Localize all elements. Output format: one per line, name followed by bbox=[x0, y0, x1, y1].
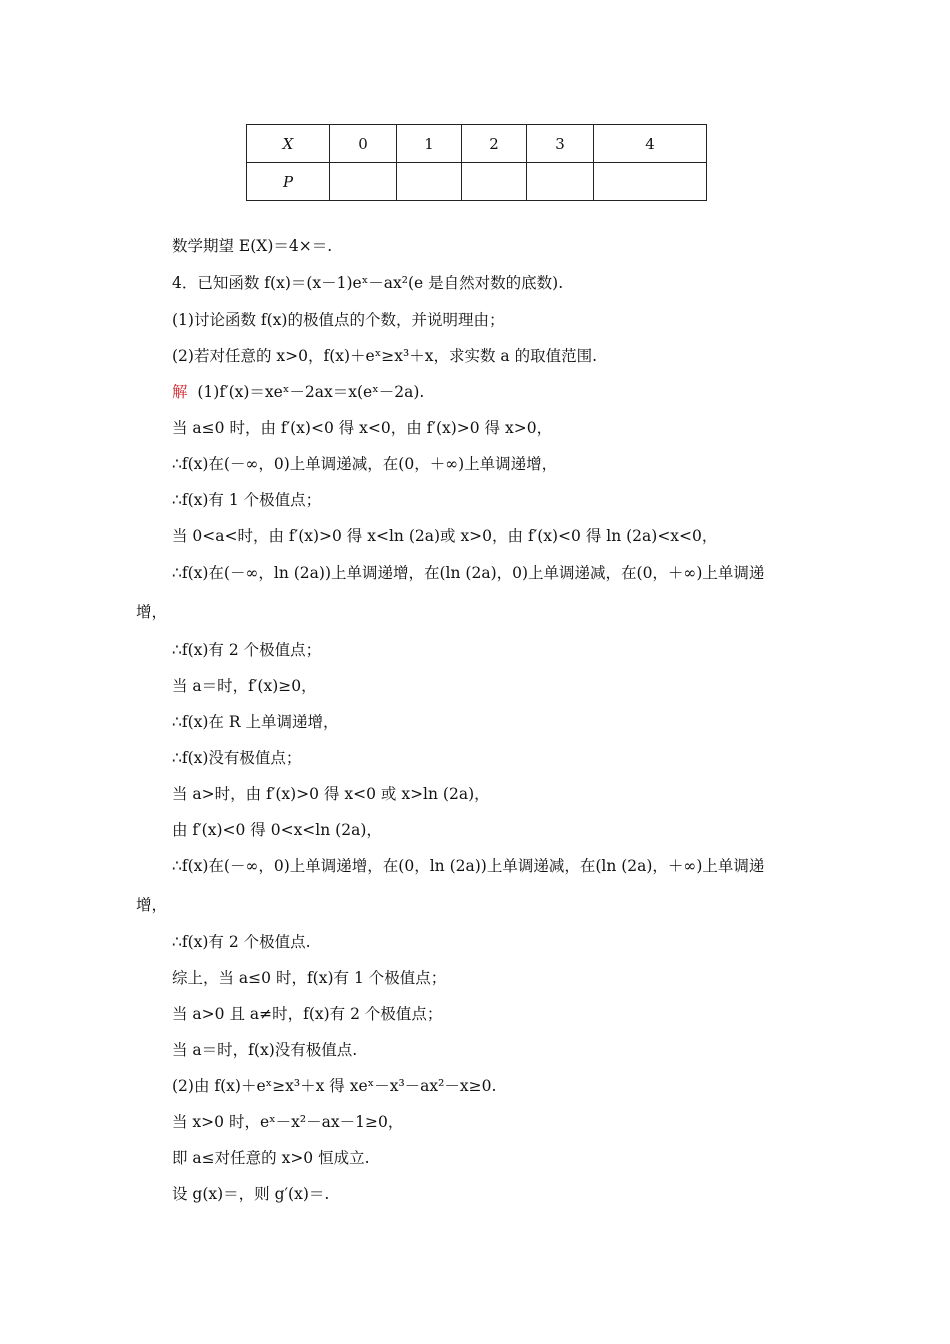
table-cell: 4 bbox=[594, 125, 707, 163]
text-line: 当 a≤0 时，由 f′(x)<0 得 x<0，由 f′(x)>0 得 x>0， bbox=[172, 419, 553, 437]
text-line: ∴f(x)有 1 个极值点； bbox=[172, 491, 322, 509]
table-cell: X bbox=[247, 125, 330, 163]
text-line: 综上，当 a≤0 时，f(x)有 1 个极值点； bbox=[172, 969, 447, 987]
text-line: ∴f(x)有 2 个极值点. bbox=[172, 933, 311, 951]
solution-line bbox=[172, 382, 424, 402]
problem-4-part-1: (1)讨论函数 f(x)的极值点的个数，并说明理由； bbox=[172, 311, 505, 329]
text-line: 增， bbox=[136, 896, 168, 914]
text-line: 由 f′(x)<0 得 0<x<ln (2a)， bbox=[172, 821, 382, 839]
table-cell: 3 bbox=[527, 125, 594, 163]
table-cell bbox=[527, 163, 594, 201]
text-line: ∴f(x)有 2 个极值点； bbox=[172, 641, 322, 659]
text-line: ∴f(x)在(－∞，ln (2a))上单调递增，在(ln (2a)，0)上单调递减，在(0，＋∞)上单调递 bbox=[172, 564, 765, 582]
text-line: ∴f(x)在(－∞，0)上单调递增，在(0，ln (2a))上单调递减，在(ln (2a)，＋∞)上单调递 bbox=[172, 857, 765, 875]
text-line: 增， bbox=[136, 603, 168, 621]
table-cell: 0 bbox=[330, 125, 397, 163]
text-line: 当 a>0 且 a≠时，f(x)有 2 个极值点； bbox=[172, 1005, 443, 1023]
problem-4-part-2: (2)若对任意的 x>0，f(x)＋eˣ≥x³＋x，求实数 a 的取值范围. bbox=[172, 347, 597, 365]
text-line: ∴f(x)没有极值点； bbox=[172, 749, 302, 767]
text-line: 当 x>0 时，eˣ－x²－ax－1≥0， bbox=[172, 1113, 404, 1131]
text-line: 当 a＝时，f′(x)≥0， bbox=[172, 677, 317, 695]
expectation-line: 数学期望 E(X)＝4×＝. bbox=[172, 237, 333, 255]
text-line: 即 a≤对任意的 x>0 恒成立. bbox=[172, 1149, 370, 1167]
table-cell: 1 bbox=[397, 125, 462, 163]
text-line: ∴f(x)在(－∞，0)上单调递减，在(0，＋∞)上单调递增， bbox=[172, 455, 558, 473]
solution-text: (1)f′(x)＝xeˣ－2ax＝x(eˣ－2a). bbox=[197, 383, 425, 401]
text-line: 设 g(x)＝，则 g′(x)＝. bbox=[172, 1185, 330, 1203]
text-line: 当 a＝时，f(x)没有极值点. bbox=[172, 1041, 358, 1059]
text-line: 当 a>时，由 f′(x)>0 得 x<0 或 x>ln (2a)， bbox=[172, 785, 490, 803]
table-cell bbox=[397, 163, 462, 201]
text-line: 当 0<a<时，由 f′(x)>0 得 x<ln (2a)或 x>0，由 f′(x)<0 得 ln (2a)<x<0， bbox=[172, 527, 718, 545]
distribution-table bbox=[246, 124, 707, 201]
table-cell: 2 bbox=[462, 125, 527, 163]
solution-label: 解 bbox=[172, 383, 188, 401]
table-cell: P bbox=[247, 163, 330, 201]
table-row bbox=[247, 163, 707, 201]
table-row bbox=[247, 125, 707, 163]
text-line: (2)由 f(x)＋eˣ≥x³＋x 得 xeˣ－x³－ax²－x≥0. bbox=[172, 1077, 497, 1095]
table-cell bbox=[594, 163, 707, 201]
text-line: ∴f(x)在 R 上单调递增， bbox=[172, 713, 339, 731]
table-cell bbox=[330, 163, 397, 201]
problem-4-statement: 4．已知函数 f(x)＝(x－1)eˣ－ax²(e 是自然对数的底数). bbox=[172, 274, 564, 292]
table-cell bbox=[462, 163, 527, 201]
